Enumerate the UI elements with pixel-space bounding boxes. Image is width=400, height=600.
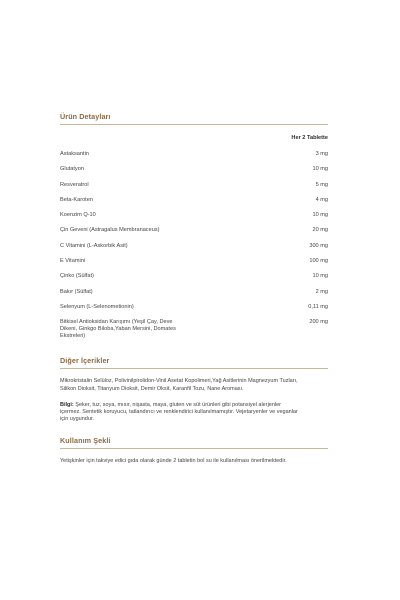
column-header: Her 2 Tablette bbox=[291, 135, 328, 141]
nutrient-name: Astaksantin bbox=[60, 151, 89, 157]
table-row bbox=[60, 319, 328, 340]
table-row bbox=[60, 227, 328, 234]
nutrient-table bbox=[60, 151, 328, 340]
table-row bbox=[60, 197, 328, 204]
nutrient-amount: 10 mg bbox=[312, 212, 328, 219]
nutrient-amount: 5 mg bbox=[315, 181, 328, 188]
nutrient-amount: 10 mg bbox=[312, 273, 328, 280]
table-row bbox=[60, 289, 328, 296]
nutrient-name: Koenzim Q-10 bbox=[60, 212, 96, 219]
nutrient-name: Bitkisel Antioksidan Karışımı (Yeşil Çay, Deve Dikeni, Ginkgo Biloba,Yaban Mersini, Domates Ekstreleri) bbox=[60, 319, 176, 340]
table-row bbox=[60, 273, 328, 280]
nutrient-name: E Vitamini bbox=[60, 258, 86, 265]
divider bbox=[60, 124, 328, 125]
nutrient-amount: 0,11 mg bbox=[308, 303, 328, 310]
divider bbox=[60, 448, 328, 449]
section-title-other: Diğer İçerikler bbox=[60, 356, 110, 366]
table-row bbox=[60, 258, 328, 265]
usage-text: Yetişkinler için takviye edici gıda olarak günde 2 tabletin bol su ile kullanılması önerilmektedir. bbox=[60, 457, 287, 464]
divider bbox=[60, 368, 328, 369]
nutrient-name: C Vitamini (L-Askorbik Asit) bbox=[60, 242, 128, 249]
nutrient-amount: 3 mg bbox=[315, 151, 328, 157]
nutrient-name: Resveratrol bbox=[60, 181, 89, 188]
table-row bbox=[60, 166, 328, 173]
nutrient-amount: 20 mg bbox=[312, 227, 328, 234]
table-row bbox=[60, 212, 328, 219]
nutrient-name: Çinko (Sülfat) bbox=[60, 273, 94, 280]
table-row bbox=[60, 243, 328, 250]
info-text bbox=[60, 402, 300, 424]
nutrient-amount: 100 mg bbox=[309, 258, 328, 265]
nutrient-amount: 10 mg bbox=[312, 166, 328, 173]
nutrient-name: Beta-Karoten bbox=[60, 196, 93, 203]
nutrient-amount: 4 mg bbox=[315, 196, 328, 203]
nutrient-name: Çin Geveni (Astragalus Membranaceus) bbox=[60, 227, 160, 234]
table-row bbox=[60, 182, 328, 189]
section-title-details: Ürün Detayları bbox=[60, 112, 111, 121]
info-body: Şeker, tuz, soya, mısır, nişasta, maya, gluten ve süt ürünleri gibi potansiyel alerjenler içermez. Sentetik koruyucu, tatlandırıcı ve renklendirici kullanılmamıştır. Vejetaryenler ve veganlar için uygundur. bbox=[60, 401, 298, 423]
table-row bbox=[60, 304, 328, 311]
nutrient-amount: 2 mg bbox=[315, 288, 328, 295]
nutrient-amount: 200 mg bbox=[309, 319, 328, 326]
section-title-usage: Kullanım Şekli bbox=[60, 435, 111, 445]
nutrient-name: Glutatyon bbox=[60, 166, 84, 173]
nutrient-name: Bakır (Sülfat) bbox=[60, 288, 93, 295]
other-ingredients-text: Mikrokristalin Selüloz, Polivinilpirolidon-Vinil Asetat Kopolimeri,Yağ Asitlerinin Magnezyum Tuzları, Silikon Dioksit, Titanyum Dioksit, Demir Oksit, Karanfil Tozu, Nane Aroması. bbox=[60, 378, 298, 392]
info-label: Bilgi: bbox=[60, 401, 74, 408]
nutrient-amount: 300 mg bbox=[309, 242, 328, 249]
table-row bbox=[60, 151, 328, 158]
nutrient-name: Selenyum (L-Selenometionin) bbox=[60, 303, 134, 310]
product-info bbox=[60, 112, 328, 465]
